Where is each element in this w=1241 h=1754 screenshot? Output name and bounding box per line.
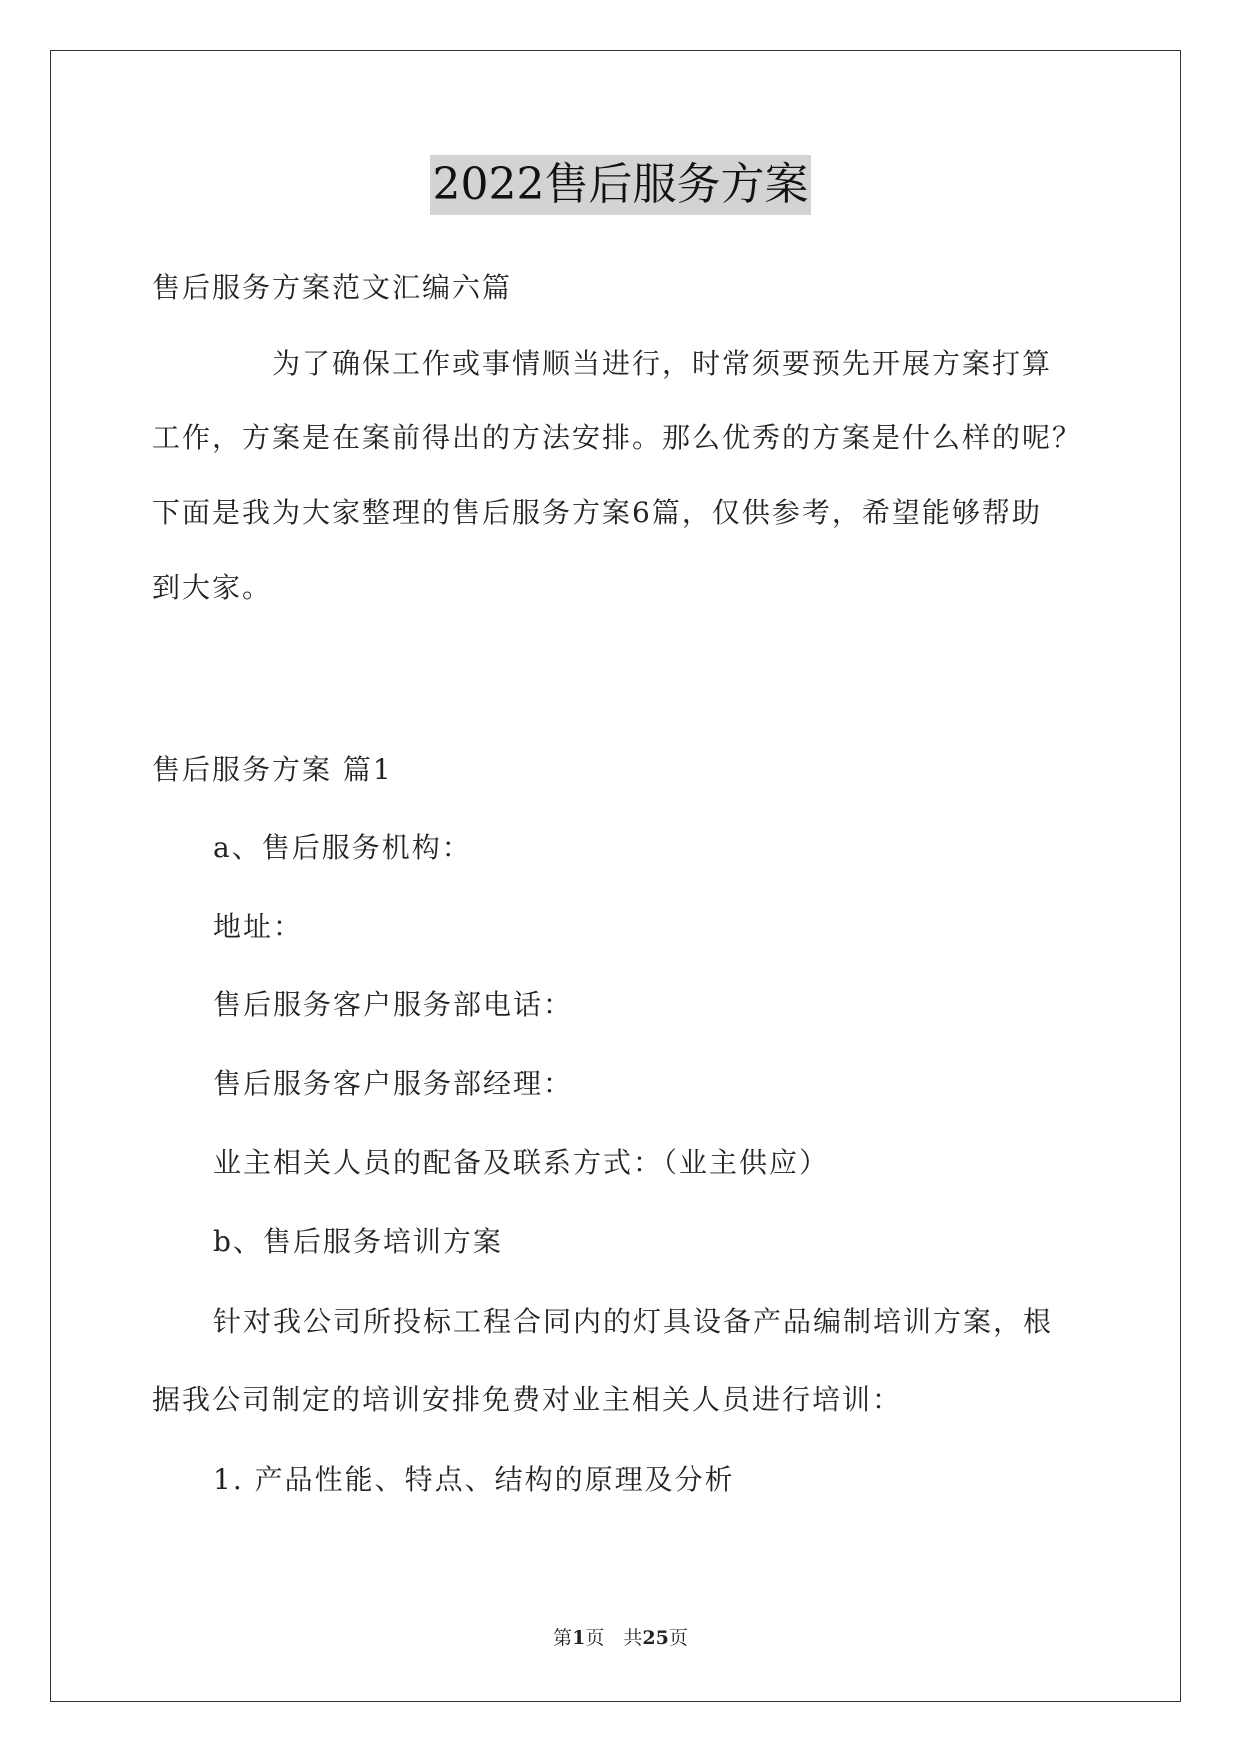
- footer-suffix: 页: [668, 1627, 688, 1649]
- intro-paragraph-line-4: 到大家。: [152, 571, 273, 604]
- footer-total-pages: 25: [642, 1627, 669, 1649]
- item-address: 地址：: [213, 910, 304, 943]
- item-service-org: a、售后服务机构：: [213, 831, 472, 864]
- item-manager: 售后服务客户服务部经理：: [213, 1067, 574, 1100]
- intro-paragraph-line-2: 工作，方案是在案前得出的方法安排。那么优秀的方案是什么样的呢？: [152, 421, 1083, 454]
- intro-heading: 售后服务方案范文汇编六篇: [152, 271, 513, 304]
- intro-paragraph-line-1: 为了确保工作或事情顺当进行，时常须要预先开展方案打算: [272, 347, 1053, 380]
- title-container: [0, 155, 1241, 215]
- item-training-plan: b、售后服务培训方案: [213, 1225, 503, 1258]
- training-paragraph-line-2: 据我公司制定的培训安排免费对业主相关人员进行培训：: [152, 1383, 903, 1416]
- training-paragraph-line-1: 针对我公司所投标工程合同内的灯具设备产品编制培训方案，根: [213, 1305, 1054, 1338]
- section-heading: 售后服务方案 篇1: [152, 753, 393, 786]
- document-title: 2022售后服务方案: [430, 155, 812, 215]
- item-phone: 售后服务客户服务部电话：: [213, 988, 574, 1021]
- footer-prefix: 第: [553, 1627, 573, 1649]
- list-item-1: 1. 产品性能、特点、结构的原理及分析: [213, 1463, 735, 1496]
- page-footer: [0, 1623, 1241, 1650]
- footer-current-page: 1: [572, 1627, 586, 1649]
- footer-mid: 页 共: [585, 1627, 643, 1649]
- intro-paragraph-line-3: 下面是我为大家整理的售后服务方案6篇，仅供参考，希望能够帮助: [152, 496, 1042, 529]
- item-owner-staff: 业主相关人员的配备及联系方式：（业主供应）: [213, 1146, 830, 1179]
